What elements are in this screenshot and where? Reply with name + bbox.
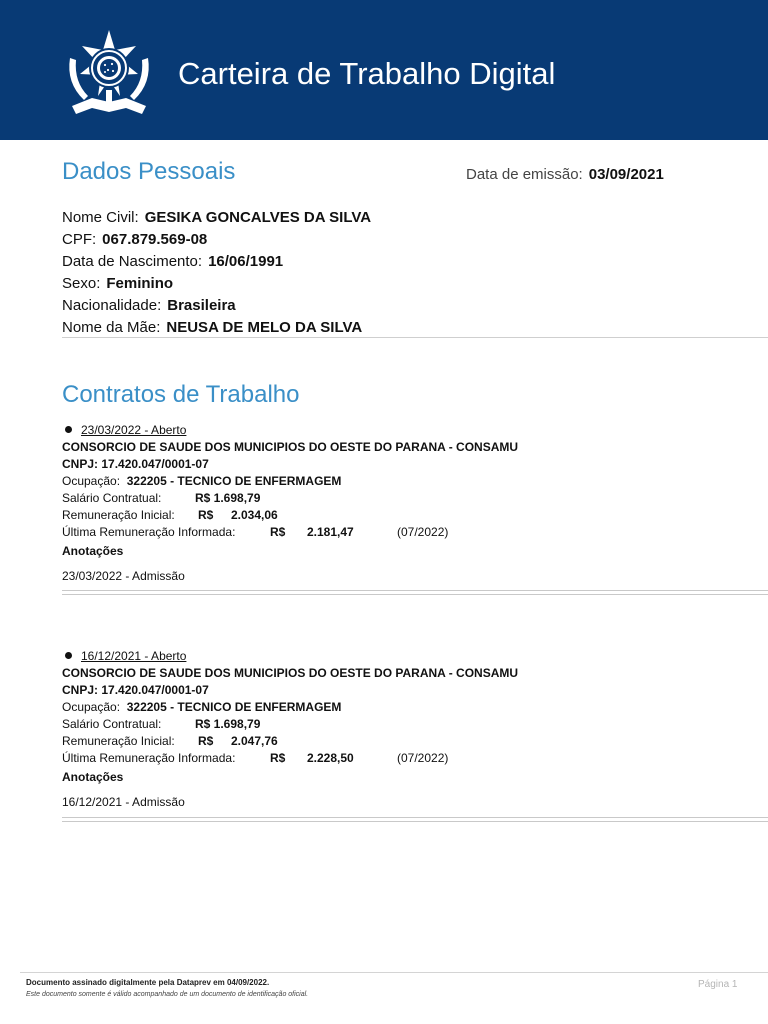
field-nationality: Nacionalidade: Brasileira <box>62 297 236 314</box>
contract-last-pay: Última Remuneração Informada: R$ 2.181,47 (07/2022) <box>62 525 449 539</box>
contract-notes: 23/03/2022 - Admissão <box>62 569 185 583</box>
contract-notes-title: Anotações <box>62 544 124 558</box>
contract-initial-pay: Remuneração Inicial: R$ 2.047,76 <box>62 734 278 748</box>
contract-cnpj: CNPJ: 17.420.047/0001-07 <box>62 683 209 697</box>
footer-signature: Documento assinado digitalmente pela Dataprev em 04/09/2022. <box>26 978 270 987</box>
contract-status <box>62 422 518 439</box>
app-title: Carteira de Trabalho Digital <box>178 56 556 91</box>
contract-occupation: Ocupação: 322205 - TECNICO DE ENFERMAGEM <box>62 474 342 488</box>
field-civil-name: Nome Civil: GESIKA GONCALVES DA SILVA <box>62 209 372 226</box>
issue-date <box>466 165 664 185</box>
contract-notes: 16/12/2021 - Admissão <box>62 795 185 809</box>
contract-date-link[interactable]: 23/03/2022 - Aberto <box>81 423 187 437</box>
contract-salary: Salário Contratual: R$ 1.698,79 <box>62 717 261 731</box>
contract-card <box>62 422 518 585</box>
issue-date-value: 03/09/2021 <box>588 166 664 183</box>
divider <box>62 590 768 595</box>
header-banner <box>0 0 768 140</box>
bullet-icon <box>65 652 72 659</box>
contract-occupation: Ocupação: 322205 - TECNICO DE ENFERMAGEM <box>62 700 342 714</box>
contract-cnpj: CNPJ: 17.420.047/0001-07 <box>62 457 209 471</box>
footer-divider <box>20 972 768 973</box>
contract-salary: Salário Contratual: R$ 1.698,79 <box>62 491 261 505</box>
brazil-coat-of-arms-icon <box>62 28 156 116</box>
divider <box>62 817 768 822</box>
contract-employer: CONSORCIO DE SAUDE DOS MUNICIPIOS DO OESTE DO PARANA - CONSAMU <box>62 440 519 454</box>
page-number: Página 1 <box>698 979 738 990</box>
contracts-title: Contratos de Trabalho <box>62 381 300 408</box>
field-birth-date: Data de Nascimento: 16/06/1991 <box>62 253 284 270</box>
divider <box>62 337 768 338</box>
field-mother-name: Nome da Mãe: NEUSA DE MELO DA SILVA <box>62 319 363 336</box>
personal-data <box>62 207 371 339</box>
contract-date-link[interactable]: 16/12/2021 - Aberto <box>81 649 187 663</box>
contract-notes-title: Anotações <box>62 770 124 784</box>
contract-initial-pay: Remuneração Inicial: R$ 2.034,06 <box>62 508 278 522</box>
contract-status <box>62 648 518 665</box>
contract-employer: CONSORCIO DE SAUDE DOS MUNICIPIOS DO OESTE DO PARANA - CONSAMU <box>62 666 519 680</box>
field-cpf: CPF: 067.879.569-08 <box>62 231 208 248</box>
bullet-icon <box>65 426 72 433</box>
field-sex: Sexo: Feminino <box>62 275 174 292</box>
contract-last-pay: Última Remuneração Informada: R$ 2.228,50 (07/2022) <box>62 751 449 765</box>
contract-card <box>62 648 518 811</box>
issue-date-label: Data de emissão: <box>466 166 583 183</box>
footer-note: Este documento somente é válido acompanhado de um documento de identificação oficial. <box>26 991 309 998</box>
personal-data-title: Dados Pessoais <box>62 158 236 185</box>
